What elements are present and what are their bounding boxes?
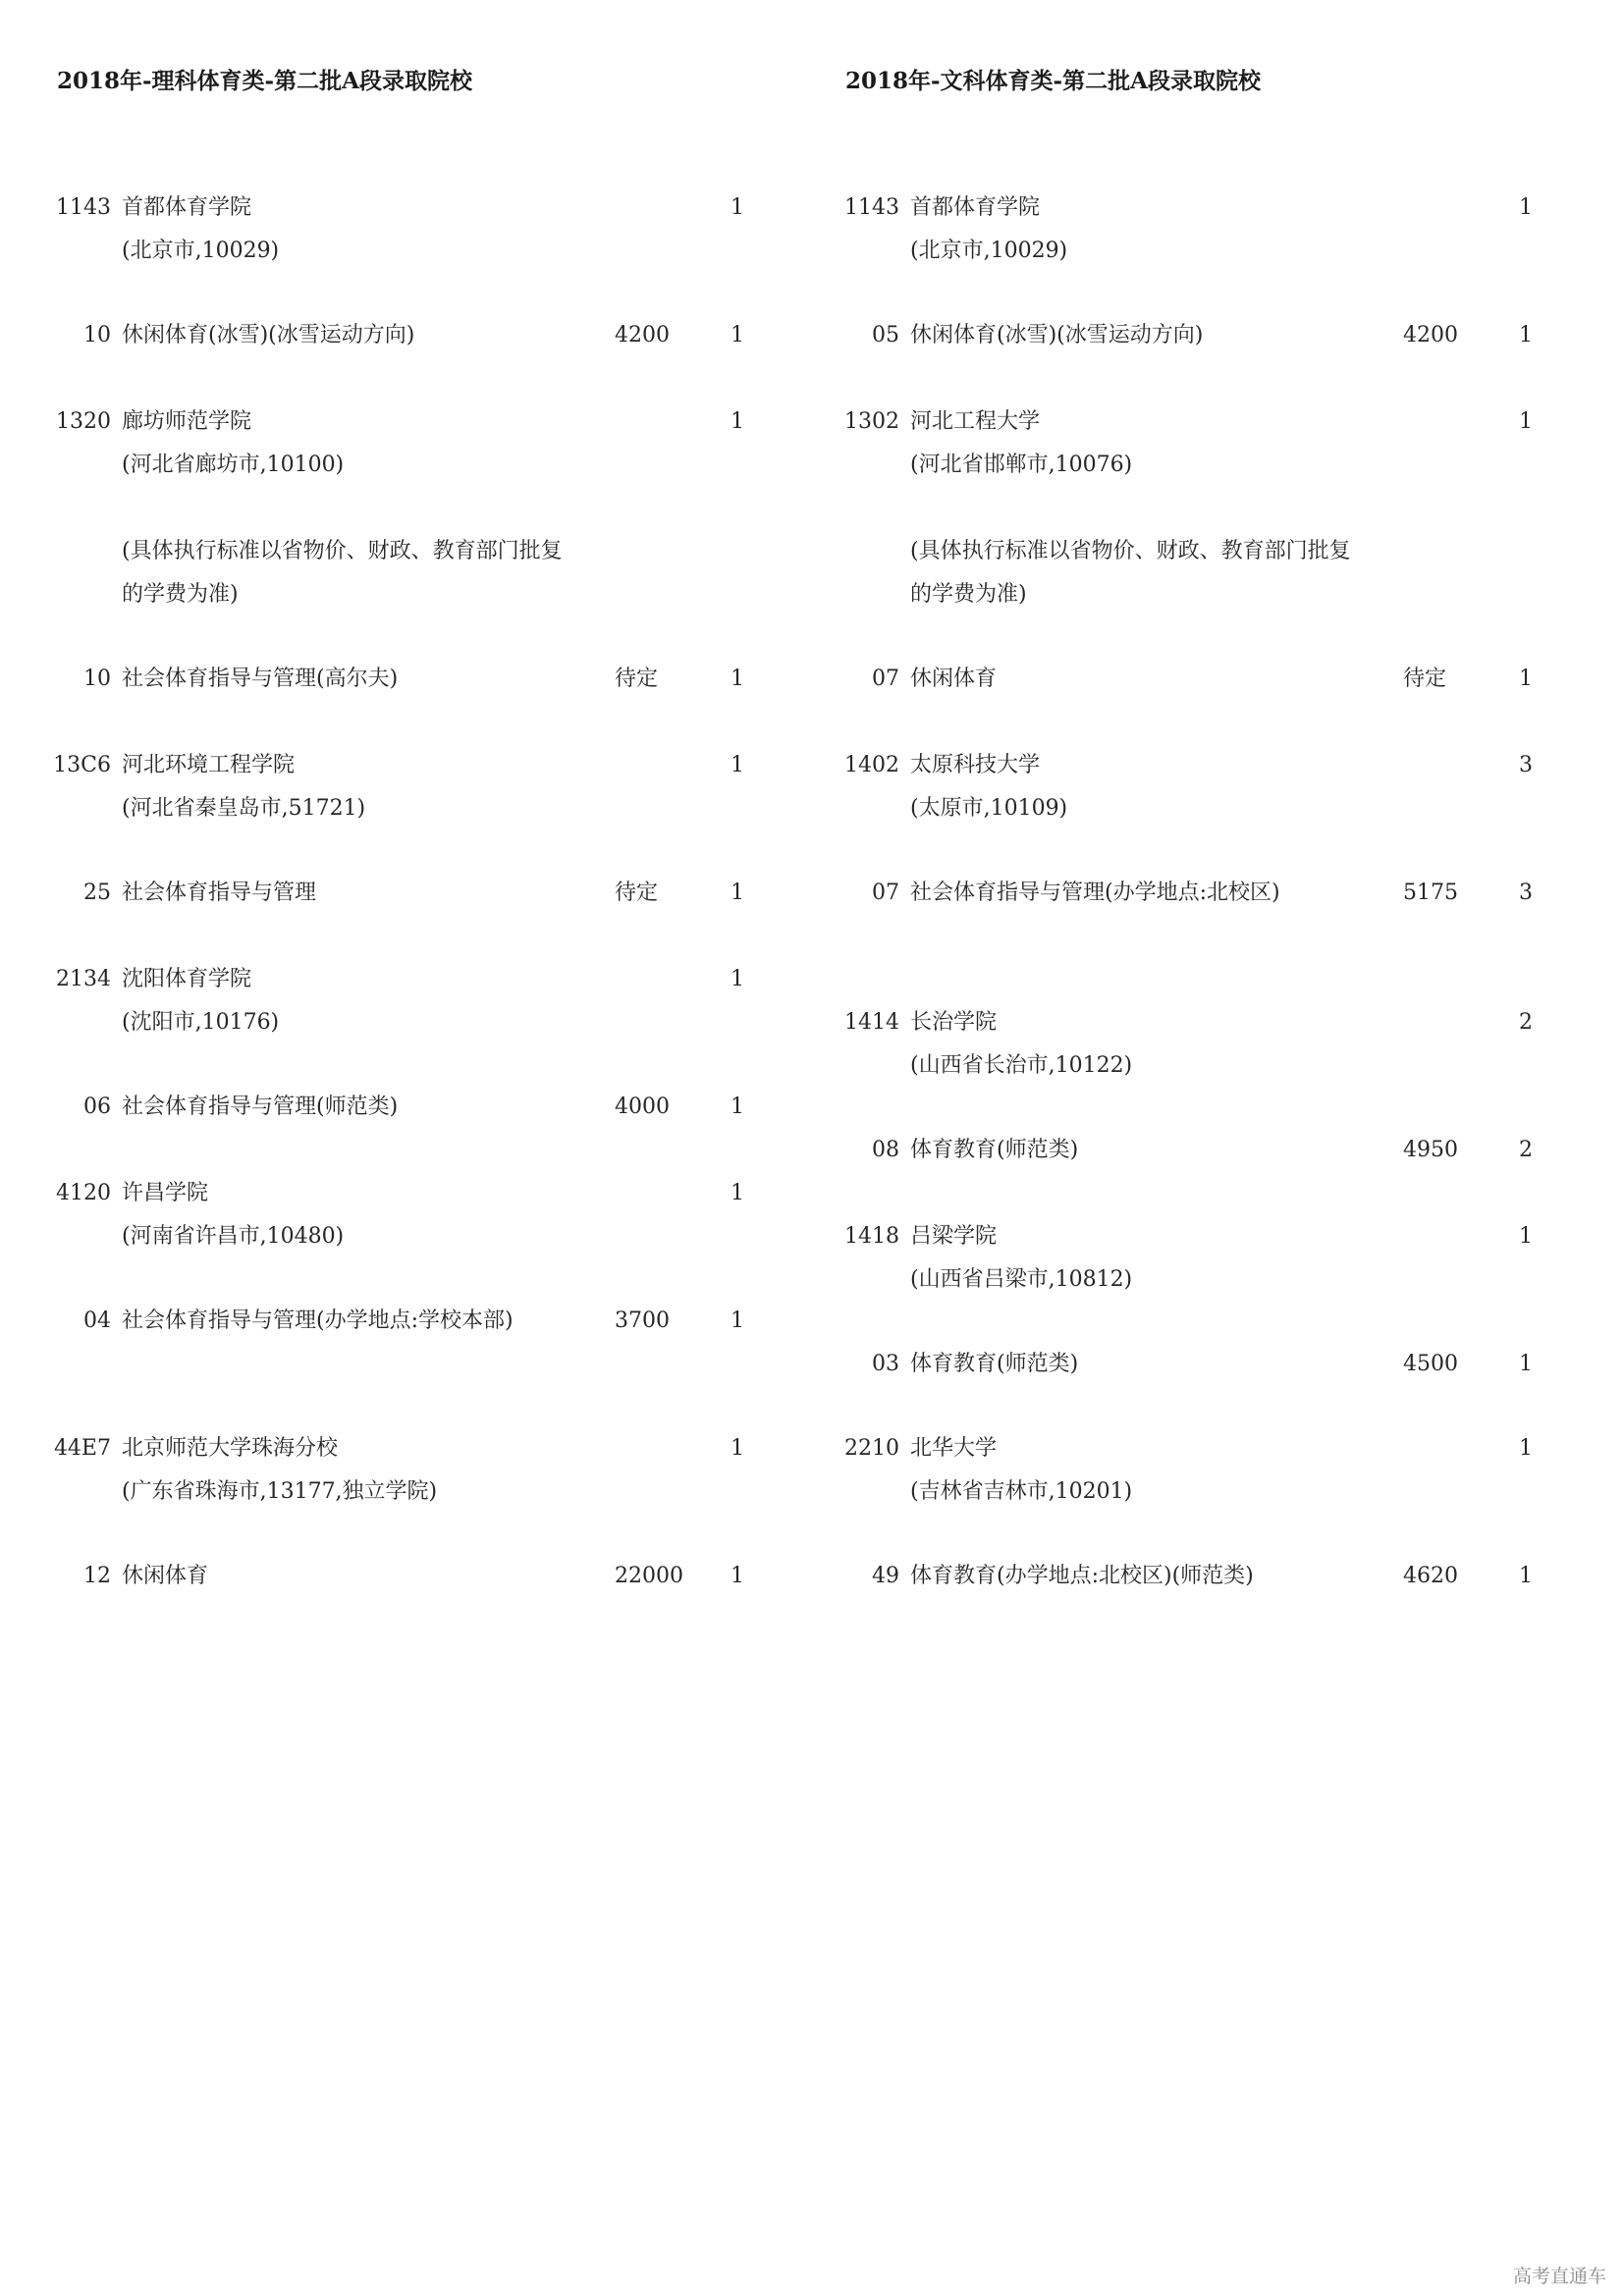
major-code: 08 (872, 1138, 899, 1162)
school-code: 1418 (844, 1224, 899, 1249)
school-name: 北华大学 (910, 1436, 998, 1461)
major-code: 10 (83, 323, 111, 347)
right-column-title: 2018年-文科体育类-第二批A段录取院校 (845, 68, 1261, 94)
plan-count: 2 (1519, 1010, 1533, 1035)
school-location: (广东省珠海市,13177,独立学院) (122, 1479, 438, 1504)
school-code: 1143 (56, 195, 111, 220)
major-name: 体育教育(师范类) (910, 1352, 1079, 1376)
plan-count: 1 (1519, 323, 1533, 347)
plan-count: 1 (1519, 1352, 1533, 1376)
school-location: (北京市,10029) (910, 239, 1068, 263)
tuition-fee: 4950 (1403, 1138, 1458, 1162)
school-code: 4120 (56, 1181, 111, 1205)
school-name: 首都体育学院 (122, 195, 252, 220)
school-name: 长治学院 (910, 1010, 998, 1035)
school-name: 吕梁学院 (910, 1224, 998, 1249)
tuition-fee: 4000 (615, 1095, 670, 1119)
school-code: 44E7 (53, 1436, 111, 1461)
major-code: 10 (83, 667, 111, 691)
tuition-fee: 5175 (1403, 881, 1458, 905)
major-code: 25 (83, 881, 111, 905)
tuition-fee: 待定 (1403, 667, 1447, 691)
major-code: 06 (83, 1095, 111, 1119)
major-name: 休闲体育(冰雪)(冰雪运动方向) (910, 323, 1204, 347)
major-code: 07 (872, 667, 899, 691)
plan-count: 1 (731, 753, 744, 777)
school-location: (吉林省吉林市,10201) (910, 1479, 1133, 1504)
school-name: 首都体育学院 (910, 195, 1041, 220)
school-name: 北京师范大学珠海分校 (122, 1436, 339, 1461)
school-code: 1320 (56, 409, 111, 434)
school-code: 1402 (844, 753, 899, 777)
plan-count: 1 (731, 1181, 744, 1205)
major-name: 社会体育指导与管理(高尔夫) (122, 667, 399, 691)
left-column-title: 2018年-理科体育类-第二批A段录取院校 (57, 68, 472, 94)
major-code: 12 (83, 1564, 111, 1588)
plan-count: 1 (731, 323, 744, 347)
tuition-fee: 待定 (615, 667, 659, 691)
major-name: 体育教育(办学地点:北校区)(师范类) (910, 1564, 1254, 1588)
major-name: 社会体育指导与管理(办学地点:北校区) (910, 881, 1280, 905)
plan-count: 3 (1519, 753, 1533, 777)
plan-count: 1 (731, 967, 744, 991)
plan-count: 1 (731, 1095, 744, 1119)
school-location: (河北省秦皇岛市,51721) (122, 796, 366, 821)
plan-count: 1 (1519, 667, 1533, 691)
major-name: 社会体育指导与管理 (122, 881, 317, 905)
major-code: 07 (872, 881, 899, 905)
watermark-text: 高考直通车 (1512, 2266, 1606, 2287)
school-code: 2134 (56, 967, 111, 991)
major-code: 03 (872, 1352, 899, 1376)
plan-count: 1 (1519, 409, 1533, 434)
school-name: 河北环境工程学院 (122, 753, 296, 777)
major-code: 49 (872, 1564, 899, 1588)
school-location: (河南省许昌市,10480) (122, 1224, 345, 1249)
tuition-fee: 待定 (615, 881, 659, 905)
plan-count: 1 (1519, 1436, 1533, 1461)
tuition-fee: 4620 (1403, 1564, 1458, 1588)
tuition-note: (具体执行标准以省物价、财政、教育部门批复的学费为准) (910, 539, 1351, 607)
tuition-note: (具体执行标准以省物价、财政、教育部门批复的学费为准) (122, 539, 563, 607)
school-code: 1143 (844, 195, 899, 220)
school-location: (河北省廊坊市,10100) (122, 453, 345, 477)
plan-count: 1 (731, 1436, 744, 1461)
major-name: 社会体育指导与管理(办学地点:学校本部) (122, 1308, 514, 1333)
school-code: 1302 (844, 409, 899, 434)
school-code: 1414 (844, 1010, 899, 1035)
plan-count: 1 (731, 195, 744, 220)
major-code: 04 (83, 1308, 111, 1333)
school-location: (沈阳市,10176) (122, 1010, 280, 1035)
school-name: 太原科技大学 (910, 753, 1041, 777)
plan-count: 1 (731, 1564, 744, 1588)
tuition-fee: 4200 (1403, 323, 1458, 347)
school-name: 沈阳体育学院 (122, 967, 252, 991)
plan-count: 1 (731, 667, 744, 691)
plan-count: 3 (1519, 881, 1533, 905)
tuition-fee: 4200 (615, 323, 670, 347)
plan-count: 1 (1519, 195, 1533, 220)
school-name: 河北工程大学 (910, 409, 1041, 434)
school-name: 许昌学院 (122, 1181, 209, 1205)
plan-count: 1 (731, 881, 744, 905)
plan-count: 1 (731, 409, 744, 434)
school-location: (北京市,10029) (122, 239, 280, 263)
plan-count: 2 (1519, 1138, 1533, 1162)
major-name: 休闲体育 (910, 667, 998, 691)
school-location: (河北省邯郸市,10076) (910, 453, 1133, 477)
major-code: 05 (872, 323, 899, 347)
major-name: 休闲体育(冰雪)(冰雪运动方向) (122, 323, 415, 347)
school-code: 2210 (844, 1436, 899, 1461)
tuition-fee: 3700 (615, 1308, 670, 1333)
tuition-fee: 22000 (615, 1564, 683, 1588)
school-location: (山西省吕梁市,10812) (910, 1267, 1133, 1292)
school-code: 13C6 (53, 753, 111, 777)
school-name: 廊坊师范学院 (122, 409, 252, 434)
major-name: 社会体育指导与管理(师范类) (122, 1095, 399, 1119)
school-location: (山西省长治市,10122) (910, 1053, 1133, 1078)
plan-count: 1 (1519, 1224, 1533, 1249)
major-name: 休闲体育 (122, 1564, 209, 1588)
major-name: 体育教育(师范类) (910, 1138, 1079, 1162)
plan-count: 1 (731, 1308, 744, 1333)
tuition-fee: 4500 (1403, 1352, 1458, 1376)
school-location: (太原市,10109) (910, 796, 1068, 821)
plan-count: 1 (1519, 1564, 1533, 1588)
